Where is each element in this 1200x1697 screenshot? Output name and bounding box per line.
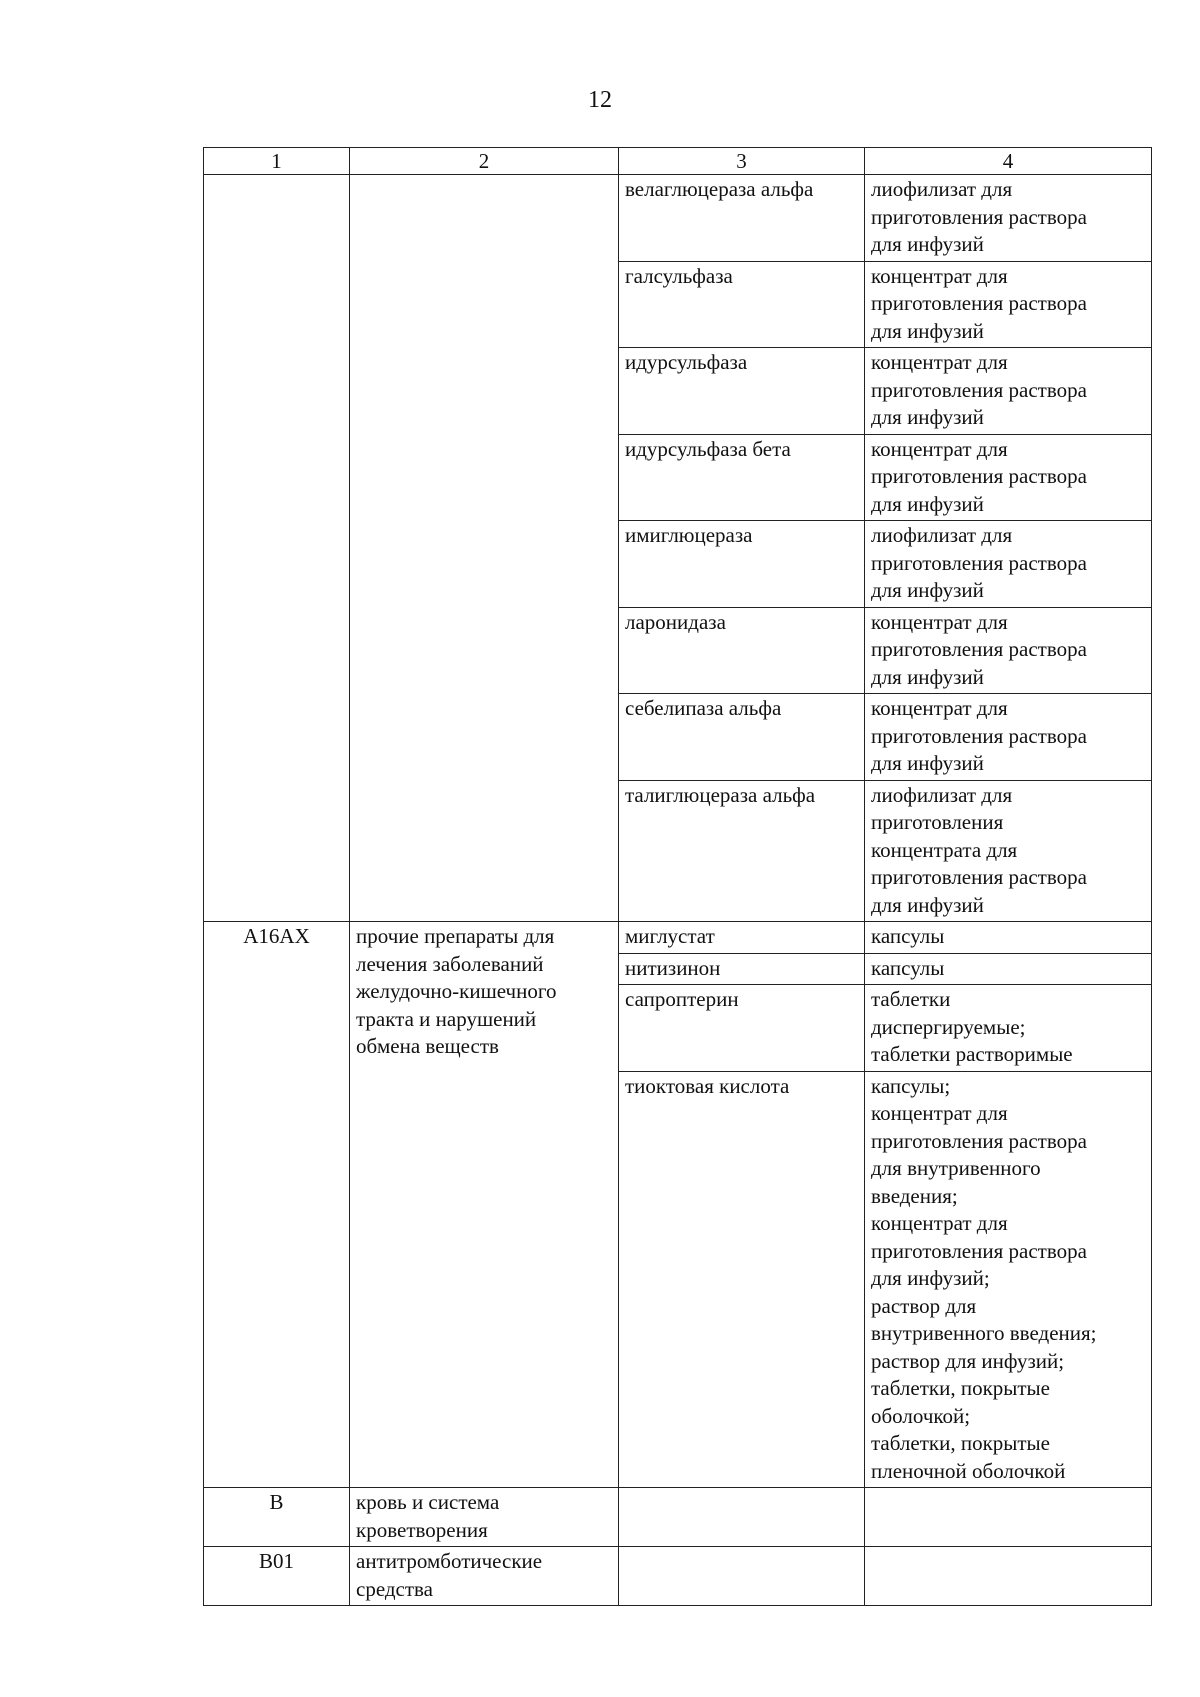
table-row <box>204 175 1152 262</box>
dosage-form-cell: концентрат для приготовления раствора для инфузий <box>865 434 1152 521</box>
dosage-form-cell: концентрат для приготовления раствора для инфузий <box>865 261 1152 348</box>
column-header-1: 1 <box>204 148 350 175</box>
atc-code-cell: A16AX <box>204 922 350 1488</box>
dosage-form-cell: лиофилизат для приготовления концентрата для приготовления раствора для инфузий <box>865 780 1152 922</box>
group-name-cell <box>350 175 619 922</box>
drug-name-cell <box>619 1488 865 1547</box>
drug-name-cell: сапроптерин <box>619 985 865 1072</box>
dosage-form-cell: концентрат для приготовления раствора для инфузий <box>865 348 1152 435</box>
dosage-form-cell: лиофилизат для приготовления раствора для инфузий <box>865 175 1152 262</box>
drug-name-cell: галсульфаза <box>619 261 865 348</box>
group-name-cell: антитромботические средства <box>350 1547 619 1606</box>
dosage-form-cell <box>865 1488 1152 1547</box>
drug-name-cell: нитизинон <box>619 953 865 985</box>
drug-table <box>203 147 1152 1606</box>
drug-name-cell: велаглюцераза альфа <box>619 175 865 262</box>
drug-name-cell: идурсульфаза бета <box>619 434 865 521</box>
column-header-3: 3 <box>619 148 865 175</box>
column-header-4: 4 <box>865 148 1152 175</box>
drug-name-cell: себелипаза альфа <box>619 694 865 781</box>
drug-name-cell: имиглюцераза <box>619 521 865 608</box>
table-header-row <box>204 148 1152 175</box>
page-number: 12 <box>588 87 612 113</box>
table-row <box>204 922 1152 954</box>
atc-code-cell: B <box>204 1488 350 1547</box>
dosage-form-cell: таблетки диспергируемые; таблетки растворимые <box>865 985 1152 1072</box>
drug-name-cell: тиоктовая кислота <box>619 1071 865 1488</box>
dosage-form-cell: концентрат для приготовления раствора для инфузий <box>865 607 1152 694</box>
column-header-2: 2 <box>350 148 619 175</box>
drug-name-cell: идурсульфаза <box>619 348 865 435</box>
dosage-form-cell: капсулы; концентрат для приготовления раствора для внутривенного введения; концентрат для приготовления раствора для инфузий; раствор для внутривенного введения; раствор для инфузий; таблетки, покрытые оболочкой; таблетки, покрытые пленочной оболочкой <box>865 1071 1152 1488</box>
drug-name-cell: талиглюцераза альфа <box>619 780 865 922</box>
dosage-form-cell: лиофилизат для приготовления раствора для инфузий <box>865 521 1152 608</box>
atc-code-cell: B01 <box>204 1547 350 1606</box>
drug-name-cell: миглустат <box>619 922 865 954</box>
atc-code-cell <box>204 175 350 922</box>
group-name-cell: прочие препараты для лечения заболеваний желудочно-кишечного тракта и нарушений обмена веществ <box>350 922 619 1488</box>
drug-name-cell <box>619 1547 865 1606</box>
dosage-form-cell: капсулы <box>865 953 1152 985</box>
table-row <box>204 1547 1152 1606</box>
drug-name-cell: ларонидаза <box>619 607 865 694</box>
dosage-form-cell: концентрат для приготовления раствора для инфузий <box>865 694 1152 781</box>
group-name-cell: кровь и система кроветворения <box>350 1488 619 1547</box>
table-row <box>204 1488 1152 1547</box>
dosage-form-cell <box>865 1547 1152 1606</box>
dosage-form-cell: капсулы <box>865 922 1152 954</box>
